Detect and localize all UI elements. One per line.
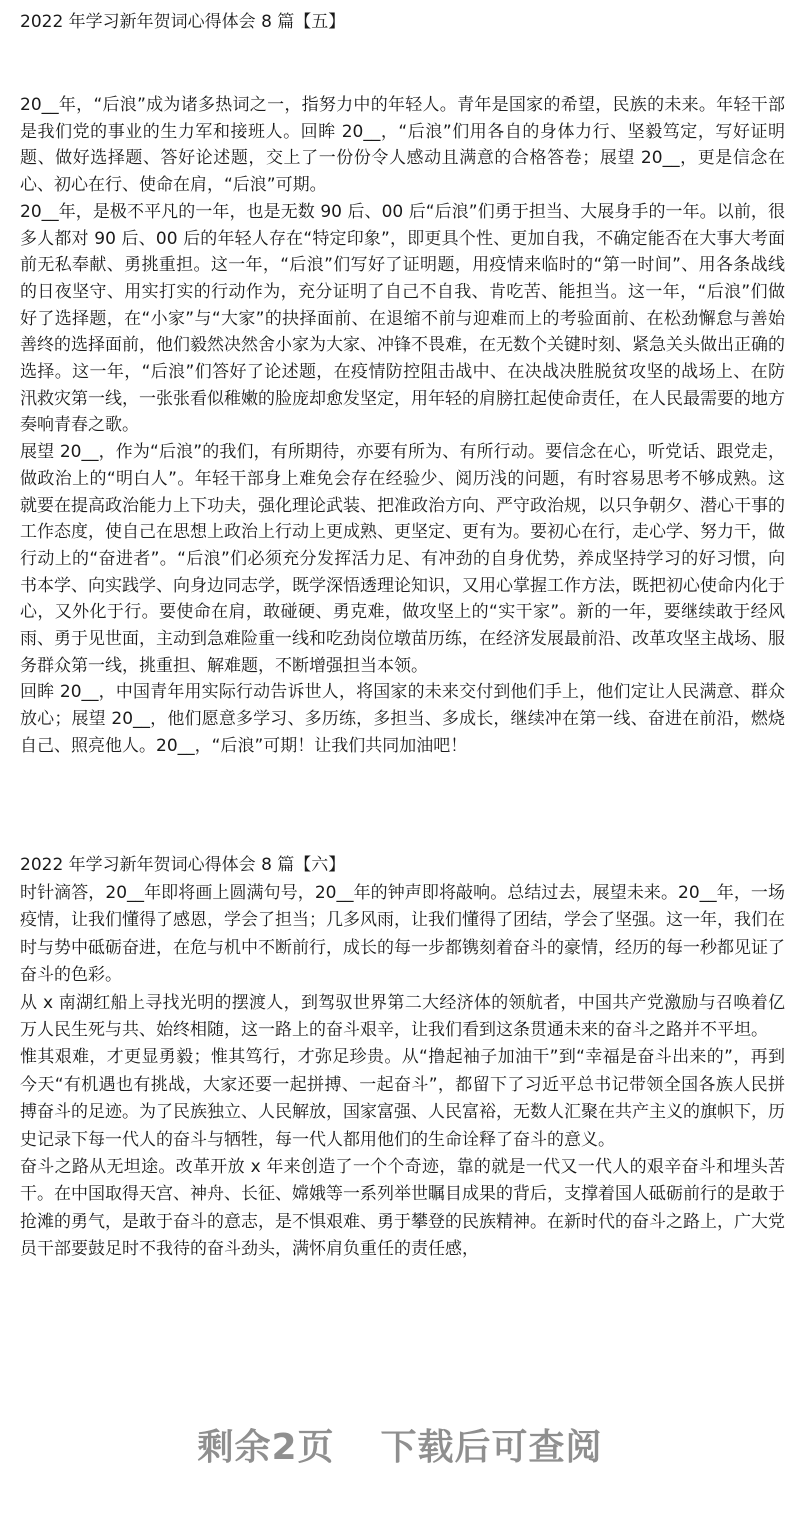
document-title: 2022 年学习新年贺词心得体会 8 篇【五】 <box>20 12 346 32</box>
section-6-heading: 2022 年学习新年贺词心得体会 8 篇【六】 <box>20 855 346 875</box>
paragraph: 20__年，是极不平凡的一年，也是无数 90 后、00 后“后浪”们勇于担当、大展身手的一年。以前，很多人都对 90 后、00 后的年轻人存在“特定印象”，即更具个性、更加自我，不确定能否在大事大考面前无私奉献、勇挑重担。这一年，“后浪”们写好了证明题，用疫情来临时的“第一时间”、用各条战线的日夜坚守、用实打实的行动作为，充分证明了自己不自我、肯吃苦、能担当。这一年，“后浪”们做好了选择题，在“小家”与“大家”的抉择面前、在退缩不前与迎难而上的考验面前、在松劲懈怠与善始善终的选择面前，他们毅然决然舍小家为大家、冲锋不畏难，在无数个关键时刻、紧急关头做出正确的选择。这一年，“后浪”们答好了论述题，在疫情防控阻击战中、在决战决胜脱贫攻坚的战场上、在防汛救灾第一线，一张张看似稚嫩的脸庞却愈发坚定，用年轻的肩膀扛起使命责任，在人民最需要的地方奏响青春之歌。 <box>20 201 785 436</box>
section-6-body <box>20 880 785 1264</box>
download-prompt-banner[interactable] <box>0 1418 800 1478</box>
paragraph: 回眸 20__，中国青年用实际行动告诉世人，将国家的未来交付到他们手上，他们定让人民满意、群众放心；展望 20__，他们愿意多学习、多历练，多担当、多成长，继续冲在第一线、奋进在前沿，燃烧自己、照亮他人。20__，“后浪”可期！让我们共同加油吧！ <box>20 682 785 756</box>
paragraph: 奋斗之路从无坦途。改革开放 x 年来创造了一个个奇迹，靠的就是一代又一代人的艰辛奋斗和埋头苦干。在中国取得天宫、神舟、长征、嫦娥等一系列举世瞩目成果的背后，支撑着国人砥砺前行的是敢于抢滩的勇气，是敢于奋斗的意志，是不惧艰难、勇于攀登的民族精神。在新时代的奋斗之路上，广大党员干部要鼓足时不我待的奋斗劲头，满怀肩负重任的责任感， <box>20 1157 785 1260</box>
paragraph: 惟其艰难，才更显勇毅；惟其笃行，才弥足珍贵。从“撸起袖子加油干”到“幸福是奋斗出来的”，再到今天“有机遇也有挑战，大家还要一起拼搏、一起奋斗”，都留下了习近平总书记带领全国各族人民拼搏奋斗的足迹。为了民族独立、人民解放，国家富强、人民富裕，无数人汇聚在共产主义的旗帜下，历史记录下每一代人的奋斗与牺牲，每一代人都用他们的生命诠释了奋斗的意义。 <box>20 1047 785 1150</box>
paragraph: 20__年，“后浪”成为诸多热词之一，指努力中的年轻人。青年是国家的希望，民族的未来。年轻干部是我们党的事业的生力军和接班人。回眸 20__，“后浪”们用各自的身体力行、坚毅笃定，写好证明题、做好选择题、答好论述题，交上了一份份令人感动且满意的合格答卷；展望 20__，更是信念在心、初心在行、使命在肩，“后浪”可期。 <box>20 95 785 196</box>
download-hint-text: 下载后可查阅 <box>380 1427 603 1468</box>
paragraph: 展望 20__，作为“后浪”的我们，有所期待，亦要有所为、有所行动。要信念在心，听党话、跟党走，做政治上的“明白人”。年轻干部身上难免会存在经验少、阅历浅的问题，有时容易思考不够成熟。这就要在提高政治能力上下功夫，强化理论武装、把准政治方向、严守政治规，以只争朝夕、潜心干事的工作态度，使自己在思想上政治上行动上更成熟、更坚定、更有为。要初心在行，走心学、努力干，做行动上的“奋进者”。“后浪”们必须充分发挥活力足、有冲劲的自身优势，养成坚持学习的好习惯，向书本学、向实践学、向身边同志学，既学深悟透理论知识，又用心掌握工作方法，既把初心使命内化于心，又外化于行。要使命在肩，敢碰硬、勇克难，做攻坚上的“实干家”。新的一年，要继续敢于经风雨、勇于见世面，主动到急难险重一线和吃劲岗位墩苗历练，在经济发展最前沿、改革攻坚主战场、服务群众第一线，挑重担、解难题，不断增强担当本领。 <box>20 442 785 676</box>
paragraph: 从 x 南湖红船上寻找光明的摆渡人，到驾驭世界第二大经济体的领航者，中国共产党激励与召唤着亿万人民生死与共、始终相随，这一路上的奋斗艰辛，让我们看到这条贯通未来的奋斗之路并不平坦。 <box>20 992 785 1041</box>
section-5-body <box>20 92 785 760</box>
remaining-pages-text: 剩余2页 <box>197 1427 335 1468</box>
paragraph: 时针滴答，20__年即将画上圆满句号，20__年的钟声即将敲响。总结过去，展望未来。20__年，一场疫情，让我们懂得了感恩，学会了担当；几多风雨，让我们懂得了团结，学会了坚强。这一年，我们在时与势中砥砺奋进，在危与机中不断前行，成长的每一步都镌刻着奋斗的豪情，经历的每一秒都见证了奋斗的色彩。 <box>20 883 785 986</box>
